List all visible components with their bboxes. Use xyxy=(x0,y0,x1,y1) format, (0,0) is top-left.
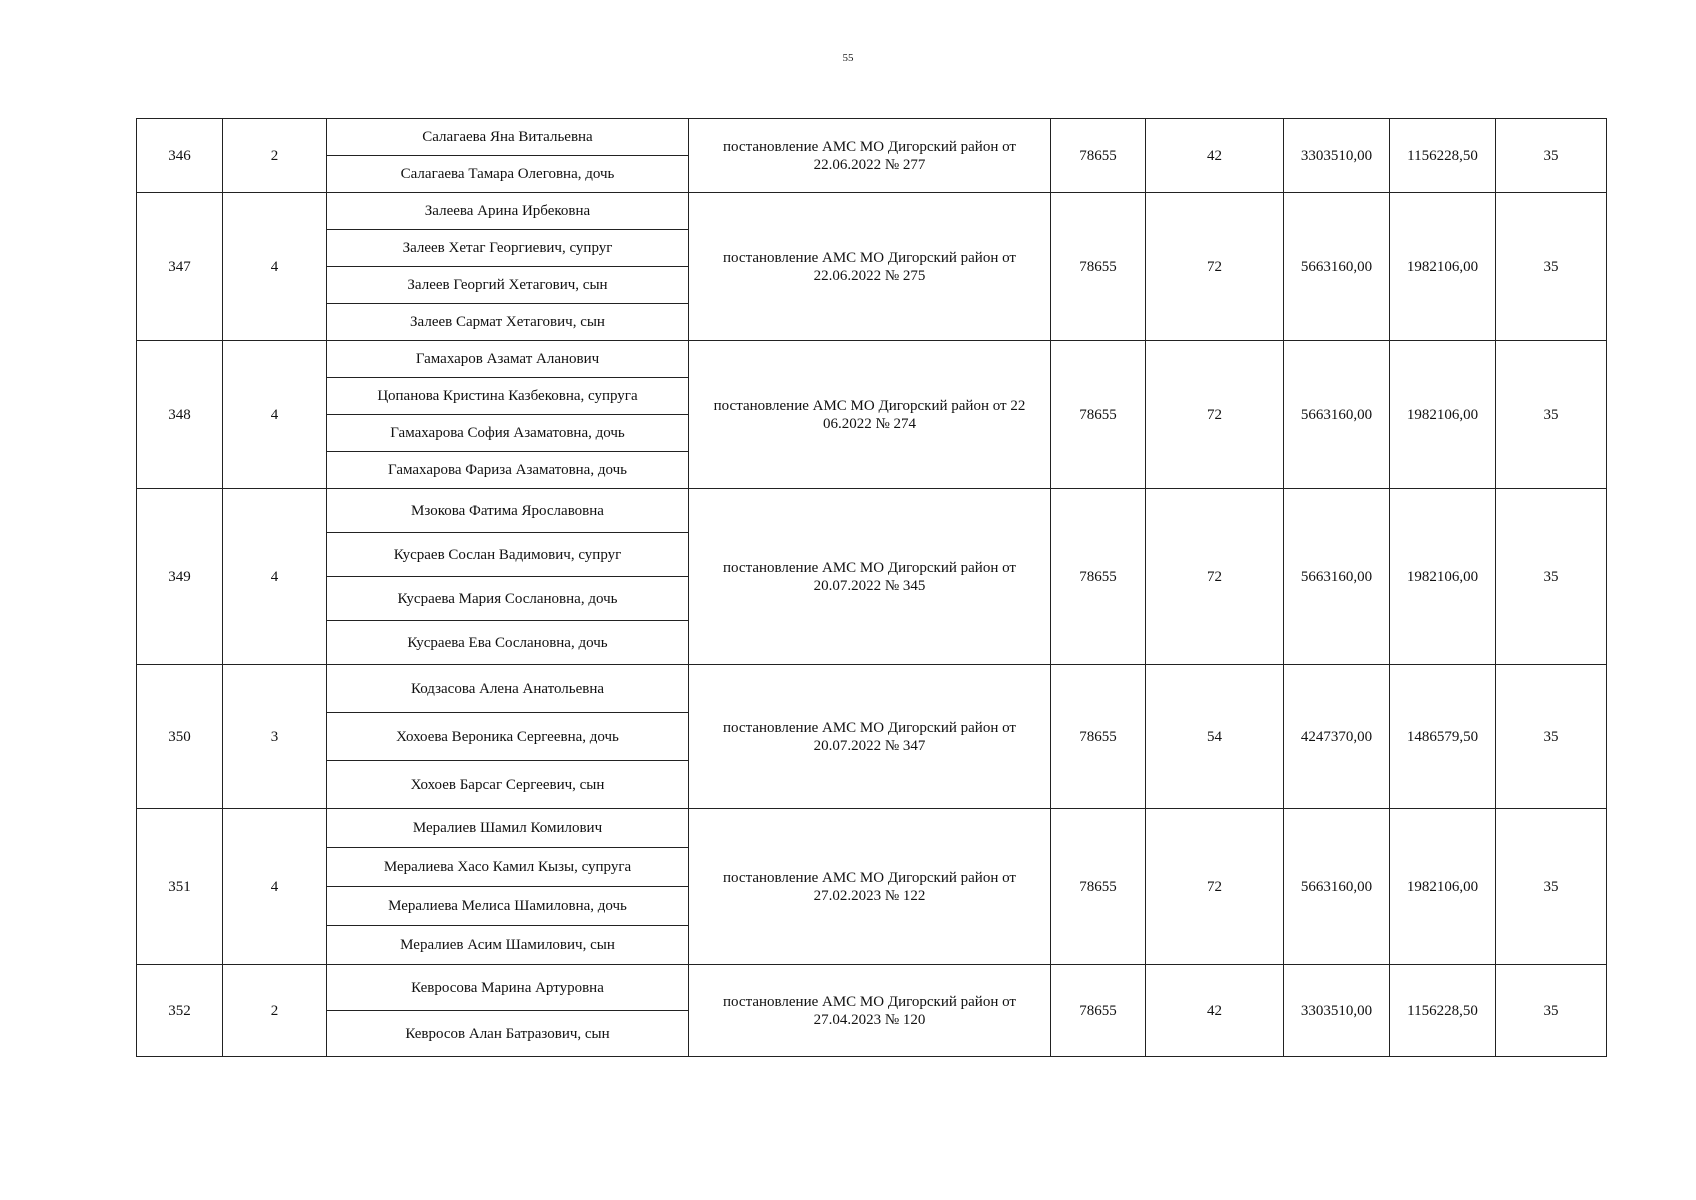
member-name-cell: Мзокова Фатима Ярославовна xyxy=(327,489,689,533)
value-cell-c1: 78655 xyxy=(1051,965,1146,1057)
member-name-cell: Кусраева Мария Сослановна, дочь xyxy=(327,577,689,621)
value-cell-c5: 35 xyxy=(1496,965,1607,1057)
member-count-cell: 4 xyxy=(223,809,327,965)
value-cell-c4: 1156228,50 xyxy=(1390,965,1496,1057)
table-row xyxy=(137,119,1607,156)
record-number-cell: 349 xyxy=(137,489,223,665)
value-cell-c1: 78655 xyxy=(1051,119,1146,193)
member-name-cell: Мералиев Шамил Комилович xyxy=(327,809,689,848)
table-row xyxy=(137,965,1607,1011)
value-cell-c1: 78655 xyxy=(1051,665,1146,809)
member-count-cell: 4 xyxy=(223,341,327,489)
member-name-cell: Залеев Георгий Хетагович, сын xyxy=(327,267,689,304)
value-cell-c5: 35 xyxy=(1496,119,1607,193)
member-name-cell: Хохоев Барсаг Сергеевич, сын xyxy=(327,761,689,809)
value-cell-c1: 78655 xyxy=(1051,341,1146,489)
value-cell-c2: 72 xyxy=(1146,489,1284,665)
member-name-cell: Цопанова Кристина Казбековна, супруга xyxy=(327,378,689,415)
record-number-cell: 348 xyxy=(137,341,223,489)
value-cell-c1: 78655 xyxy=(1051,809,1146,965)
member-count-cell: 2 xyxy=(223,965,327,1057)
page-number: 55 xyxy=(842,52,854,64)
member-name-cell: Салагаева Яна Витальевна xyxy=(327,119,689,156)
table-row xyxy=(137,809,1607,848)
value-cell-c2: 72 xyxy=(1146,193,1284,341)
value-cell-c4: 1982106,00 xyxy=(1390,193,1496,341)
member-name-cell: Залеев Хетаг Георгиевич, супруг xyxy=(327,230,689,267)
decree-cell: постановление АМС МО Дигорский район от 22 06.2022 № 274 xyxy=(689,341,1051,489)
value-cell-c5: 35 xyxy=(1496,665,1607,809)
decree-cell: постановление АМС МО Дигорский район от 27.02.2023 № 122 xyxy=(689,809,1051,965)
member-name-cell: Мералиева Хасо Камил Кызы, супруга xyxy=(327,848,689,887)
member-count-cell: 4 xyxy=(223,193,327,341)
value-cell-c1: 78655 xyxy=(1051,489,1146,665)
decree-cell: постановление АМС МО Дигорский район от 20.07.2022 № 347 xyxy=(689,665,1051,809)
value-cell-c3: 4247370,00 xyxy=(1284,665,1390,809)
record-number-cell: 347 xyxy=(137,193,223,341)
value-cell-c2: 72 xyxy=(1146,809,1284,965)
member-count-cell: 3 xyxy=(223,665,327,809)
value-cell-c3: 5663160,00 xyxy=(1284,809,1390,965)
value-cell-c3: 3303510,00 xyxy=(1284,119,1390,193)
member-name-cell: Гамахарова Фариза Азаматовна, дочь xyxy=(327,452,689,489)
value-cell-c2: 42 xyxy=(1146,119,1284,193)
table-row xyxy=(137,341,1607,378)
value-cell-c2: 42 xyxy=(1146,965,1284,1057)
record-number-cell: 346 xyxy=(137,119,223,193)
value-cell-c3: 5663160,00 xyxy=(1284,341,1390,489)
record-number-cell: 351 xyxy=(137,809,223,965)
value-cell-c4: 1982106,00 xyxy=(1390,809,1496,965)
member-count-cell: 2 xyxy=(223,119,327,193)
table-row xyxy=(137,489,1607,533)
member-name-cell: Салагаева Тамара Олеговна, дочь xyxy=(327,156,689,193)
decree-cell: постановление АМС МО Дигорский район от 27.04.2023 № 120 xyxy=(689,965,1051,1057)
member-count-cell: 4 xyxy=(223,489,327,665)
value-cell-c5: 35 xyxy=(1496,489,1607,665)
member-name-cell: Хохоева Вероника Сергеевна, дочь xyxy=(327,713,689,761)
member-name-cell: Мералиева Мелиса Шамиловна, дочь xyxy=(327,887,689,926)
member-name-cell: Кусраев Сослан Вадимович, супруг xyxy=(327,533,689,577)
member-name-cell: Кусраева Ева Сослановна, дочь xyxy=(327,621,689,665)
decree-cell: постановление АМС МО Дигорский район от 20.07.2022 № 345 xyxy=(689,489,1051,665)
value-cell-c1: 78655 xyxy=(1051,193,1146,341)
value-cell-c5: 35 xyxy=(1496,809,1607,965)
value-cell-c4: 1982106,00 xyxy=(1390,341,1496,489)
table-row xyxy=(137,665,1607,713)
member-name-cell: Кевросова Марина Артуровна xyxy=(327,965,689,1011)
decree-cell: постановление АМС МО Дигорский район от 22.06.2022 № 277 xyxy=(689,119,1051,193)
decree-cell: постановление АМС МО Дигорский район от 22.06.2022 № 275 xyxy=(689,193,1051,341)
member-name-cell: Кевросов Алан Батразович, сын xyxy=(327,1011,689,1057)
member-name-cell: Мералиев Асим Шамилович, сын xyxy=(327,926,689,965)
table-row xyxy=(137,193,1607,230)
registry-table xyxy=(136,118,1607,1057)
value-cell-c4: 1982106,00 xyxy=(1390,489,1496,665)
member-name-cell: Залеев Сармат Хетагович, сын xyxy=(327,304,689,341)
record-number-cell: 352 xyxy=(137,965,223,1057)
value-cell-c5: 35 xyxy=(1496,193,1607,341)
value-cell-c3: 5663160,00 xyxy=(1284,193,1390,341)
record-number-cell: 350 xyxy=(137,665,223,809)
value-cell-c4: 1486579,50 xyxy=(1390,665,1496,809)
member-name-cell: Гамахарова София Азаматовна, дочь xyxy=(327,415,689,452)
value-cell-c4: 1156228,50 xyxy=(1390,119,1496,193)
value-cell-c2: 54 xyxy=(1146,665,1284,809)
member-name-cell: Гамахаров Азамат Аланович xyxy=(327,341,689,378)
value-cell-c3: 5663160,00 xyxy=(1284,489,1390,665)
member-name-cell: Залеева Арина Ирбековна xyxy=(327,193,689,230)
value-cell-c2: 72 xyxy=(1146,341,1284,489)
value-cell-c5: 35 xyxy=(1496,341,1607,489)
value-cell-c3: 3303510,00 xyxy=(1284,965,1390,1057)
member-name-cell: Кодзасова Алена Анатольевна xyxy=(327,665,689,713)
